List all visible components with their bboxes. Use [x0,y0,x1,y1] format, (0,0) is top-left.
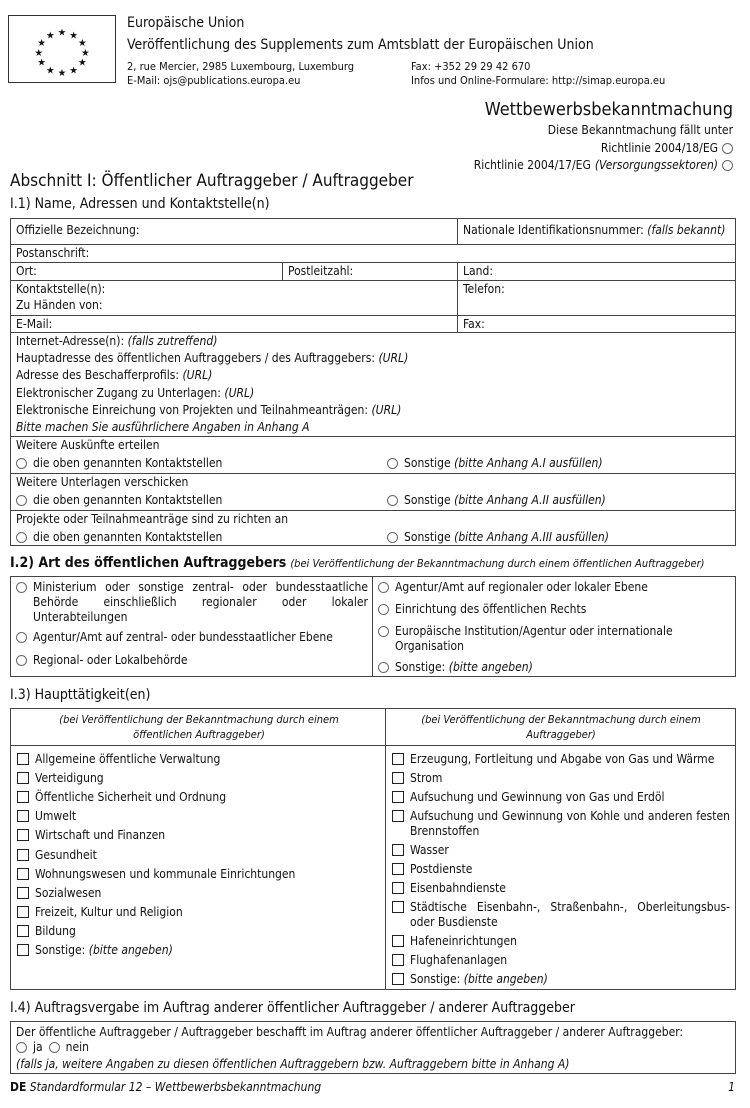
checkbox-icon[interactable] [17,925,29,937]
i3-heading: I.3) Haupttätigkeit(en) [10,687,151,703]
radio-icon[interactable] [16,655,27,666]
postal-address-field[interactable]: Postanschrift: [16,246,90,260]
attention-field[interactable]: Zu Händen von: [16,298,103,312]
i3-right-item[interactable]: Eisenbahndienste [392,881,730,896]
i3-left-item[interactable]: Freizeit, Kultur und Religion [17,905,183,920]
section-title: Abschnitt I: Öffentlicher Auftraggeber / Auftraggeber [10,171,414,191]
checkbox-icon[interactable] [392,935,404,947]
checkbox-icon[interactable] [17,810,29,822]
radio-icon[interactable] [378,582,389,593]
i3-left-header: (bei Veröffentlichung der Bekanntmachung durch einem öffentlichen Auftraggeber) [59,713,339,741]
directive2-radio[interactable] [722,160,733,171]
i3-right-item[interactable]: Sonstige: (bitte angeben) [392,972,730,987]
i3-left-item[interactable]: Wohnungswesen und kommunale Einrichtungen [17,867,295,882]
svg-text:★: ★ [46,65,55,77]
i2-heading: I.2) Art des öffentlichen Auftraggebers (bei Veröffentlichung der Bekanntmachung durch einem öffentlichen Auftraggeber) [10,555,705,571]
electronic-submission-field[interactable]: Elektronische Einreichung von Projekten und Teilnahmeanträgen: (URL) [16,403,402,417]
falls-unter: Diese Bekanntmachung fällt unter [547,123,733,137]
directive2-note: (Versorgungssektoren) [594,158,718,172]
checkbox-icon[interactable] [392,753,404,765]
svg-text:★: ★ [69,65,78,77]
checkbox-icon[interactable] [392,901,404,913]
footer-lang: DE [10,1080,27,1094]
i3-right-header: (bei Veröffentlichung der Bekanntmachung durch einem Auftraggeber) [421,713,701,741]
i3-right-item[interactable]: Aufsuchung und Gewinnung von Gas und Erdöl [392,790,730,805]
checkbox-icon[interactable] [392,863,404,875]
svg-text:★: ★ [34,47,44,59]
i2-opt-sonstige[interactable]: Sonstige: (bitte angeben) [378,660,732,675]
eu-stars-icon [9,16,115,82]
checkbox-icon[interactable] [392,772,404,784]
i4-table [10,1021,736,1074]
i3-left-item[interactable]: Sonstige: (bitte angeben) [17,943,173,958]
i2-table [10,576,736,677]
i3-left-item[interactable]: Verteidigung [17,771,104,786]
town-field[interactable]: Ort: [16,264,37,278]
radio-icon[interactable] [387,532,398,543]
svg-text:★: ★ [37,57,46,69]
i2-opt-regional[interactable]: Regional- oder Lokalbehörde [16,653,368,668]
further-info-opt2[interactable]: Sonstige (bitte Anhang A.I ausfüllen) [387,456,603,471]
checkbox-icon[interactable] [392,844,404,856]
i4-heading: I.4) Auftragsvergabe im Auftrag anderer öffentlicher Auftraggeber / anderer Auftraggeber [10,1000,575,1016]
postal-code-field[interactable]: Postleitzahl: [288,264,354,278]
submissions-opt2[interactable]: Sonstige (bitte Anhang A.III ausfüllen) [387,530,609,545]
no-label[interactable]: nein [65,1040,89,1054]
i3-right-item[interactable]: Städtische Eisenbahn-, Straßenbahn-, Oberleitungsbus- oder Busdienste [392,900,730,930]
i3-left-item[interactable]: Öffentliche Sicherheit und Ordnung [17,790,226,805]
eu-flag-icon [8,15,116,83]
i4-options [16,1040,89,1055]
checkbox-icon[interactable] [17,944,29,956]
svg-text:★: ★ [69,30,78,42]
svg-text:★: ★ [80,47,90,59]
annex-note: Bitte machen Sie ausführlichere Angaben in Anhang A [16,420,310,434]
directive-2004-17[interactable] [474,158,733,172]
svg-text:★: ★ [57,68,67,80]
yes-label[interactable]: ja [33,1040,43,1054]
submissions-opt1[interactable]: die oben genannten Kontaktstellen [16,530,222,545]
radio-icon[interactable] [387,495,398,506]
i3-left-item[interactable]: Umwelt [17,809,76,824]
radio-icon[interactable] [378,662,389,673]
i3-right-item[interactable]: Postdienste [392,862,730,877]
directive1-radio[interactable] [722,143,733,154]
i3-left-item[interactable]: Gesundheit [17,848,97,863]
i3-left-item[interactable]: Sozialwesen [17,886,101,901]
further-info-opt1[interactable]: die oben genannten Kontaktstellen [16,456,222,471]
buyer-profile-field[interactable]: Adresse des Beschafferprofils: (URL) [16,368,213,382]
no-radio[interactable] [49,1042,60,1053]
i3-right-item[interactable]: Wasser [392,843,730,858]
i3-right-item[interactable]: Hafeneinrichtungen [392,934,730,949]
contact-points-field[interactable]: Kontaktstelle(n): [16,282,106,296]
i2-opt-agentur-regional[interactable]: Agentur/Amt auf regionaler oder lokaler Ebene [378,580,732,595]
national-id-note: (falls bekannt) [647,223,726,237]
directive-2004-18[interactable] [601,141,733,155]
svg-text:★: ★ [78,38,87,50]
checkbox-icon[interactable] [17,753,29,765]
radio-icon[interactable] [16,458,27,469]
i3-right-item[interactable]: Strom [392,771,730,786]
i3-left-item[interactable]: Bildung [17,924,76,939]
checkbox-icon[interactable] [392,973,404,985]
i1-table [10,218,736,546]
radio-icon[interactable] [16,582,27,593]
publication-name: Veröffentlichung des Supplements zum Amtsblatt der Europäischen Union [127,37,594,53]
org-name: Europäische Union [127,15,245,31]
submissions-label: Projekte oder Teilnahmeanträge sind zu richten an [16,512,289,526]
radio-icon[interactable] [16,495,27,506]
checkbox-icon[interactable] [392,954,404,966]
checkbox-icon[interactable] [17,849,29,861]
i3-table [10,708,736,990]
national-id-label: Nationale Identifikationsnummer: [463,223,644,237]
radio-icon[interactable] [16,532,27,543]
email-field[interactable]: E-Mail: [16,317,53,331]
i1-heading: I.1) Name, Adressen und Kontaktstelle(n) [10,196,270,212]
radio-icon[interactable] [378,604,389,615]
svg-text:★: ★ [46,30,55,42]
svg-text:★: ★ [57,27,67,39]
i4-question: Der öffentliche Auftraggeber / Auftraggeber beschafft im Auftrag anderer öffentlicher Auftraggeber / anderer Auftraggeber: [16,1025,684,1039]
further-info-label: Weitere Auskünfte erteilen [16,438,160,452]
svg-text:★: ★ [78,57,87,69]
i3-right-item[interactable]: Flughafenanlagen [392,953,730,968]
checkbox-icon[interactable] [17,772,29,784]
electronic-access-field[interactable]: Elektronischer Zugang zu Unterlagen: (URL) [16,386,255,400]
further-docs-opt1[interactable]: die oben genannten Kontaktstellen [16,493,222,508]
footer-form: Standardformular 12 – Wettbewerbsbekanntmachung [29,1080,322,1094]
main-address-field[interactable]: Hauptadresse des öffentlichen Auftraggebers / des Auftraggebers: (URL) [16,351,409,365]
further-docs-label: Weitere Unterlagen verschicken [16,475,189,489]
email: E-Mail: ojs@publications.europa.eu [127,74,301,87]
internet-label: Internet-Adresse(n): (falls zutreffend) [16,334,218,348]
checkbox-icon[interactable] [392,810,404,822]
checkbox-icon[interactable] [17,868,29,880]
official-name-field[interactable]: Offizielle Bezeichnung: [16,223,140,237]
i2-opt-eu-institution[interactable]: Europäische Institution/Agentur oder internationale Organisation [378,624,732,654]
fax: Fax: +352 29 29 42 670 [411,60,531,73]
page-number: 1 [728,1080,735,1094]
further-docs-opt2[interactable]: Sonstige (bitte Anhang A.II ausfüllen) [387,493,606,508]
i2-opt-agentur-zentral[interactable]: Agentur/Amt auf zentral- oder bundesstaatlicher Ebene [16,630,368,645]
country-field[interactable]: Land: [463,264,493,278]
checkbox-icon[interactable] [17,887,29,899]
info-link[interactable]: Infos und Online-Formulare: http://simap.europa.eu [411,74,666,87]
i3-left-item[interactable]: Wirtschaft und Finanzen [17,828,165,843]
yes-radio[interactable] [16,1042,27,1053]
directive1-label: Richtlinie 2004/18/EG [600,141,718,155]
footer [10,1080,321,1094]
radio-icon[interactable] [378,626,389,637]
radio-icon[interactable] [16,632,27,643]
national-id-field[interactable] [458,222,725,239]
checkbox-icon[interactable] [17,791,29,803]
checkbox-icon[interactable] [17,906,29,918]
fax-field[interactable]: Fax: [463,317,485,331]
i4-note: (falls ja, weitere Angaben zu diesen öffentlichen Auftraggebern bzw. Auftraggebern bitte in Anhang A) [16,1057,570,1071]
i3-right-item[interactable]: Erzeugung, Fortleitung und Abgabe von Gas und Wärme [392,752,730,767]
checkbox-icon[interactable] [17,829,29,841]
telephone-field[interactable]: Telefon: [463,282,505,296]
radio-icon[interactable] [387,458,398,469]
address: 2, rue Mercier, 2985 Luxembourg, Luxemburg [127,60,355,73]
i3-left-item[interactable]: Allgemeine öffentliche Verwaltung [17,752,220,767]
checkbox-icon[interactable] [392,791,404,803]
notice-title: Wettbewerbsbekanntmachung [484,99,733,120]
svg-text:★: ★ [37,38,46,50]
i2-opt-einrichtung[interactable]: Einrichtung des öffentlichen Rechts [378,602,732,617]
i3-right-item[interactable]: Aufsuchung und Gewinnung von Kohle und anderen festen Brennstoffen [392,809,730,839]
i2-opt-ministerium[interactable]: Ministerium oder sonstige zentral- oder bundesstaatliche Behörde einschließlich regionaler oder lokaler Unterabteilungen [16,580,368,625]
directive2-label: Richtlinie 2004/17/EG [473,158,591,172]
checkbox-icon[interactable] [392,882,404,894]
